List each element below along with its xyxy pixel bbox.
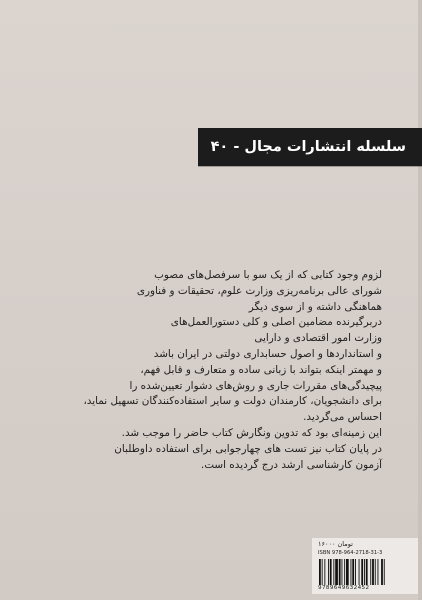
description-line: و مهمتر اینکه بتواند با زبانی ساده و متعارف و قابل فهم، <box>140 363 382 376</box>
price-label: ۱۶۰۰۰ تومان <box>318 540 353 548</box>
description-line: احساس می‌گردید. <box>303 411 382 424</box>
description-line: وزارت امور اقتصادی و دارایی <box>254 332 382 345</box>
barcode-digits: 9789649632452 <box>318 585 370 591</box>
description-line: لزوم وجود کتابی که از یک سو با سرفصل‌های مصوب <box>154 269 382 281</box>
description-line: هماهنگی داشته و از سوی دیگر <box>248 300 382 313</box>
description-line: برای دانشجویان، کارمندان دولت و سایر استفاده‌کنندگان تسهیل نماید، <box>83 395 382 408</box>
description-text <box>83 268 382 473</box>
description-line: دربرگیرنده مضامین اصلی و کلی دستورالعمل‌های <box>170 316 382 329</box>
series-title: سلسله انتشارات مجال - ۴۰ <box>210 139 406 155</box>
description-line: در پایان کتاب نیز تست های چهارجوابی برای استفاده داوطلبان <box>114 442 382 455</box>
series-banner <box>198 128 422 166</box>
description-line: آزمون کارشناسی ارشد درج گردیده است. <box>200 458 382 471</box>
description-line: این زمینه‌ای بود که تدوین ونگارش کتاب حاضر را موجب شد. <box>121 426 382 439</box>
description-line: پیچیدگی‌های مقررات جاری و روش‌های دشوار تعیین‌شده را <box>129 379 382 392</box>
isbn-label: ISBN 978-964-2718-31-3 <box>318 550 383 556</box>
barcode-image <box>318 559 412 585</box>
spine-edge <box>418 0 422 600</box>
description-line: شورای عالی برنامه‌ریزی وزارت علوم، تحقیقات و فناوری <box>136 284 382 297</box>
barcode-block <box>312 538 418 594</box>
description-line: و استانداردها و اصول حسابداری دولتی در ایران باشد <box>153 347 382 360</box>
